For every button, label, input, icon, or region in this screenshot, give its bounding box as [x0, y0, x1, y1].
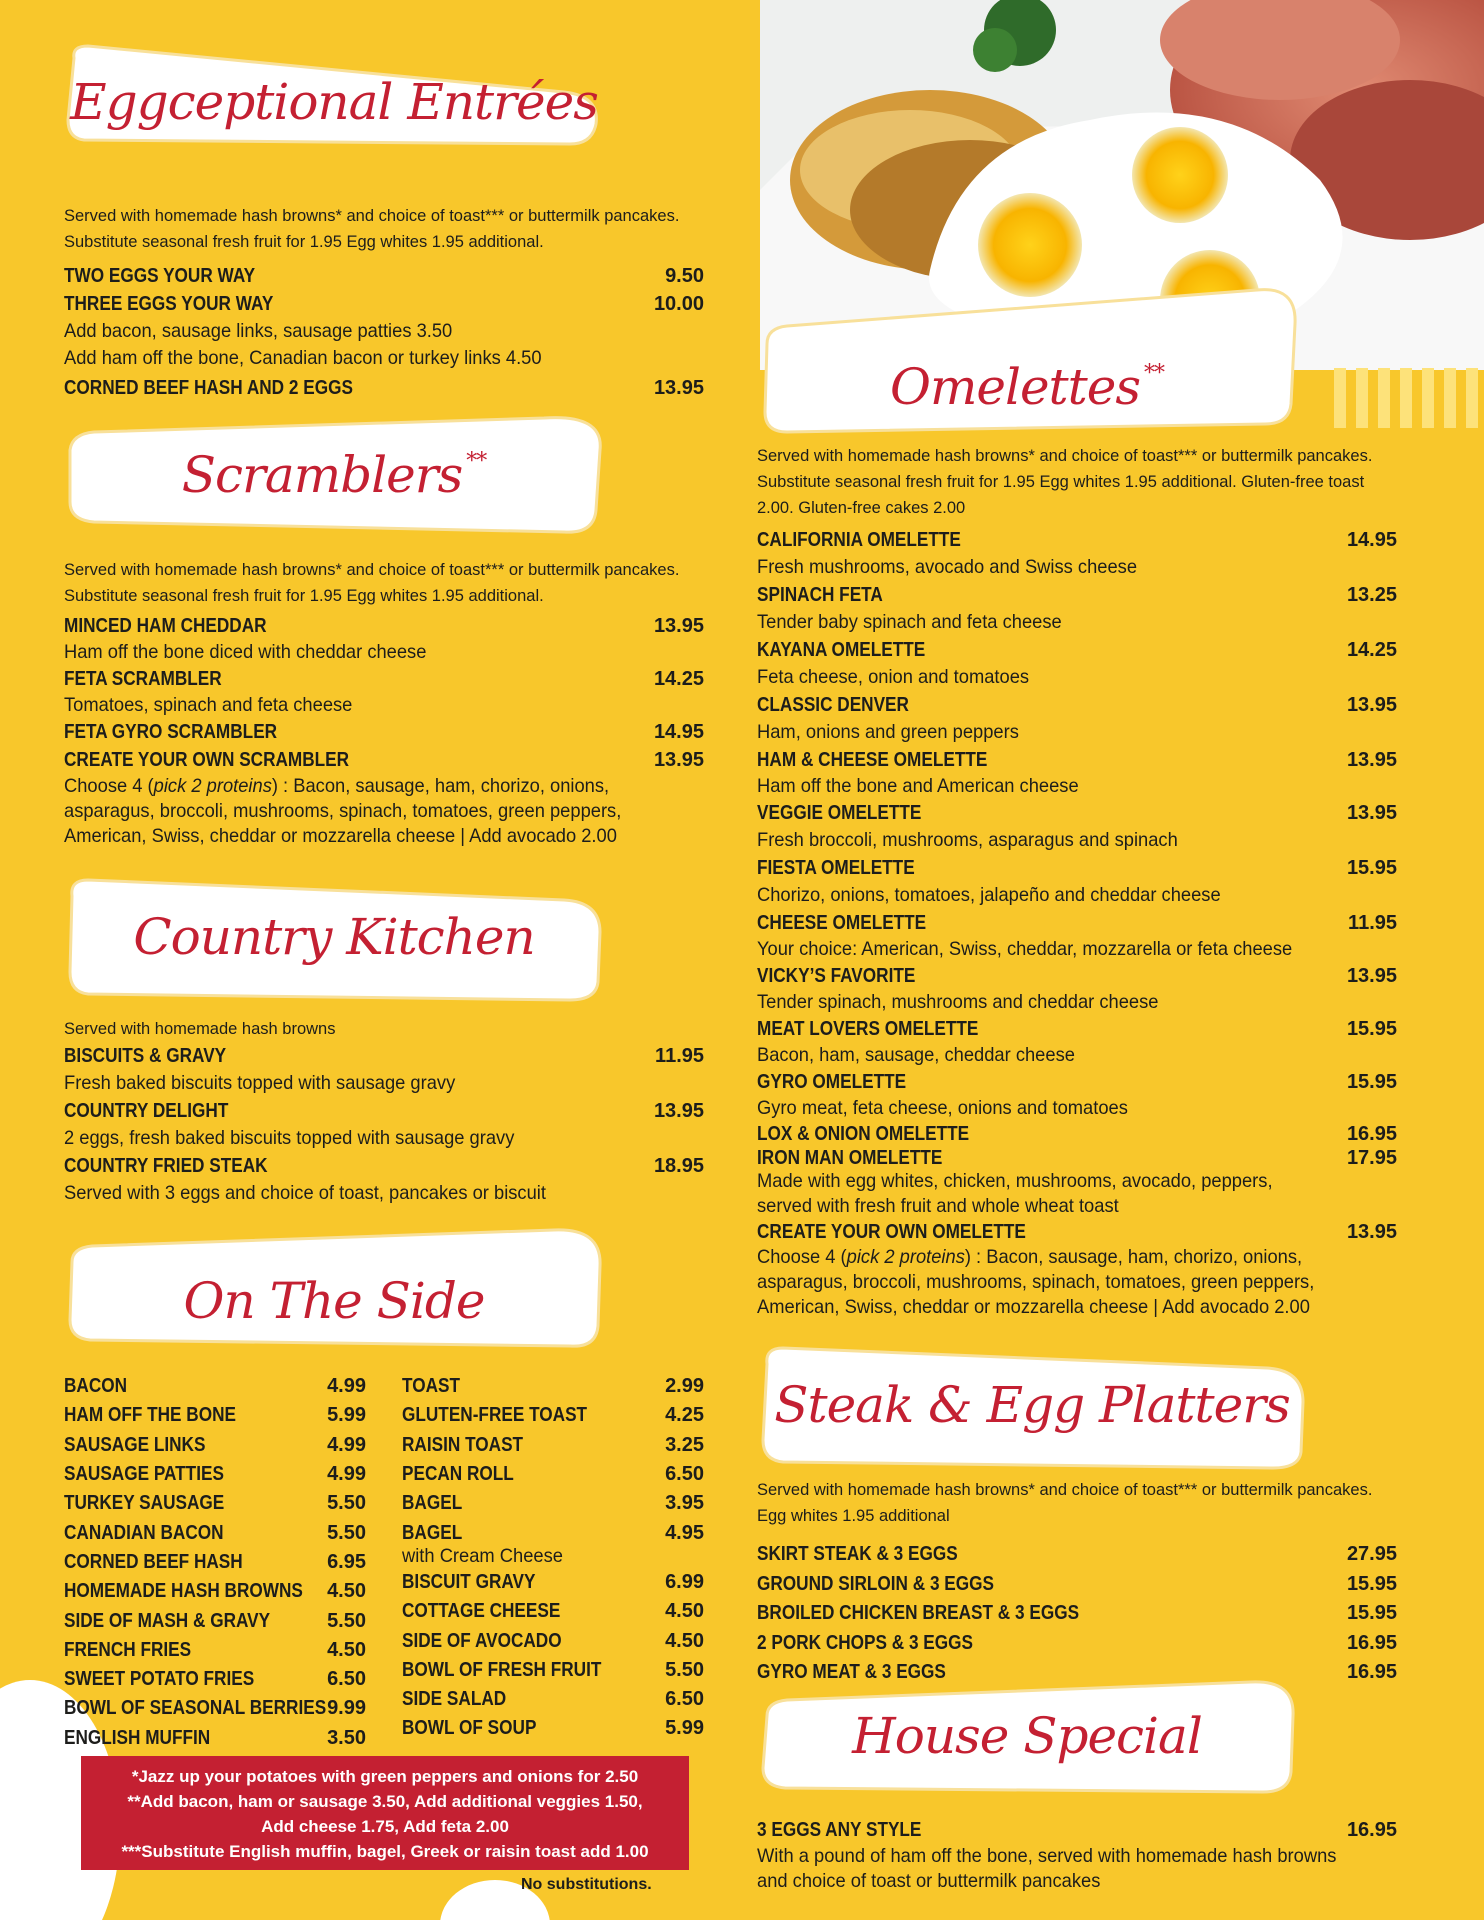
item-name: BOWL OF SOUP — [402, 1717, 537, 1740]
footnote-line: Add cheese 1.75, Add feta 2.00 — [261, 1817, 509, 1836]
item-desc: American, Swiss, cheddar or mozzarella cheese | Add avocado 2.00 — [64, 825, 617, 847]
item-price: 13.95 — [653, 376, 704, 399]
section-title — [64, 410, 604, 548]
no-substitutions-note: No substitutions. — [521, 1876, 652, 1893]
item-price: 14.95 — [1346, 528, 1397, 551]
note-line: Served with homemade hash browns* and choice of toast*** or buttermilk pancakes. — [64, 561, 680, 579]
item-desc: served with fresh fruit and whole wheat toast — [757, 1195, 1119, 1217]
section-title — [757, 284, 1297, 462]
item-price: 6.50 — [327, 1668, 366, 1691]
item-name: SKIRT STEAK & 3 EGGS — [757, 1543, 958, 1566]
menu-item — [64, 1152, 704, 1180]
item-name: SAUSAGE PATTIES — [64, 1463, 224, 1486]
section-title: Steak & Egg Platters — [774, 1376, 1290, 1434]
item-name: SPINACH FETA — [757, 583, 883, 606]
item-price: 3.50 — [327, 1726, 366, 1749]
menu-item — [64, 1724, 366, 1753]
menu-item — [402, 1431, 704, 1460]
item-price: 15.95 — [1346, 1070, 1397, 1093]
item-price: 18.95 — [653, 1154, 704, 1177]
menu-item — [64, 1042, 704, 1070]
menu-item — [402, 1460, 704, 1489]
menu-item — [757, 1219, 1397, 1245]
section-title: House Special — [852, 1707, 1202, 1765]
item-name: TWO EGGS YOUR WAY — [64, 264, 256, 287]
title-mark: ** — [466, 448, 487, 474]
footnote-line: ***Substitute English muffin, bagel, Greek or raisin toast add 1.00 — [121, 1842, 649, 1861]
item-name: CHEESE OMELETTE — [757, 911, 927, 934]
menu-item — [402, 1656, 704, 1685]
menu-item — [757, 636, 1397, 664]
item-name: CREATE YOUR OWN OMELETTE — [757, 1220, 1026, 1243]
menu-item — [757, 1068, 1397, 1096]
item-desc: and choice of toast or buttermilk pancakes — [757, 1870, 1101, 1892]
item-price: 16.95 — [1346, 1122, 1397, 1145]
item-price: 3.25 — [665, 1433, 704, 1456]
menu-item — [64, 1372, 366, 1401]
menu-item — [64, 374, 704, 402]
item-desc: Gyro meat, feta cheese, onions and tomatoes — [757, 1097, 1128, 1119]
menu-item — [402, 1568, 704, 1597]
item-name: COUNTRY FRIED STEAK — [64, 1154, 268, 1177]
item-name: GYRO MEAT & 3 EGGS — [757, 1661, 946, 1684]
item-price: 9.50 — [665, 264, 704, 287]
item-name: SWEET POTATO FRIES — [64, 1668, 255, 1691]
item-price: 13.95 — [1346, 748, 1397, 771]
item-desc: Fresh mushrooms, avocado and Swiss cheese — [757, 556, 1138, 578]
item-addon: Add ham off the bone, Canadian bacon or turkey links 4.50 — [64, 347, 542, 369]
menu-item — [64, 1548, 366, 1577]
item-desc: Ham off the bone diced with cheddar cheese — [64, 641, 427, 663]
menu-item — [64, 1460, 366, 1489]
item-desc: Served with 3 eggs and choice of toast, pancakes or biscuit — [64, 1182, 546, 1204]
item-price: 6.99 — [665, 1570, 704, 1593]
item-name: BISCUIT GRAVY — [402, 1570, 536, 1593]
item-price: 10.00 — [653, 292, 704, 315]
item-price: 4.50 — [665, 1629, 704, 1652]
item-desc: Bacon, ham, sausage, cheddar cheese — [757, 1044, 1075, 1066]
menu-item — [64, 665, 704, 693]
item-price: 13.95 — [1346, 801, 1397, 824]
item-name: KAYANA OMELETTE — [757, 638, 926, 661]
choose-emphasis: pick 2 proteins — [846, 1246, 965, 1268]
item-desc: asparagus, broccoli, mushrooms, spinach, tomatoes, green peppers, — [64, 800, 622, 822]
item-price: 15.95 — [1346, 1572, 1397, 1595]
title-mark: ** — [1144, 360, 1164, 386]
menu-item — [64, 290, 704, 318]
item-price: 13.25 — [1346, 583, 1397, 606]
item-name: BOWL OF FRESH FRUIT — [402, 1658, 602, 1681]
menu-item — [757, 1121, 1397, 1147]
menu-item — [64, 1401, 366, 1430]
item-price: 5.50 — [327, 1521, 366, 1544]
item-name: TURKEY SAUSAGE — [64, 1492, 225, 1515]
item-name: CLASSIC DENVER — [757, 693, 909, 716]
item-price: 13.95 — [1346, 1220, 1397, 1243]
side-list-1 — [64, 1372, 366, 1753]
item-price: 14.25 — [1346, 638, 1397, 661]
note-line: Served with homemade hash browns — [64, 1020, 336, 1038]
menu-item — [64, 262, 704, 290]
choose-text: Choose 4 ( — [64, 775, 154, 797]
item-name: LOX & ONION OMELETTE — [757, 1122, 970, 1145]
section-banner — [757, 1340, 1307, 1470]
item-name: VICKY’S FAVORITE — [757, 964, 916, 987]
item-addon: Add bacon, sausage links, sausage patties 3.50 — [64, 320, 453, 342]
item-name: FIESTA OMELETTE — [757, 856, 915, 879]
item-desc: Ham off the bone and American cheese — [757, 775, 1079, 797]
note-line: Served with homemade hash browns* and choice of toast*** or buttermilk pancakes. — [757, 1481, 1373, 1499]
item-name: CORNED BEEF HASH AND 2 EGGS — [64, 376, 353, 399]
footnote-line: *Jazz up your potatoes with green peppers and onions for 2.50 — [131, 1767, 639, 1786]
item-name: BAGEL — [402, 1521, 463, 1544]
item-name: SIDE SALAD — [402, 1688, 507, 1711]
section-banner — [757, 284, 1297, 434]
item-desc: Feta cheese, onion and tomatoes — [757, 666, 1030, 688]
item-price: 4.99 — [327, 1375, 366, 1398]
item-name: MINCED HAM CHEDDAR — [64, 614, 267, 637]
section-banner — [64, 872, 604, 980]
item-price: 5.50 — [327, 1609, 366, 1632]
item-desc: Ham, onions and green peppers — [757, 721, 1019, 743]
section-banner — [757, 1676, 1297, 1796]
item-price: 6.95 — [327, 1550, 366, 1573]
item-desc: Tender spinach, mushrooms and cheddar cheese — [757, 991, 1159, 1013]
menu-item — [757, 799, 1397, 827]
item-price: 4.99 — [327, 1433, 366, 1456]
decorative-stripes — [1334, 368, 1484, 428]
section-note — [64, 203, 704, 255]
item-name: SIDE OF MASH & GRAVY — [64, 1609, 271, 1632]
footnote-box — [81, 1756, 689, 1870]
item-price: 9.99 — [327, 1697, 366, 1720]
menu-item — [64, 1636, 366, 1665]
menu-item — [757, 691, 1397, 719]
item-name: FETA GYRO SCRAMBLER — [64, 720, 278, 743]
menu-item — [64, 1665, 366, 1694]
item-price: 17.95 — [1346, 1146, 1397, 1169]
section-title-text: Omelettes — [889, 358, 1140, 416]
menu-item — [757, 1629, 1397, 1659]
item-name: BOWL OF SEASONAL BERRIES — [64, 1697, 327, 1720]
section-title: On The Side — [183, 1272, 485, 1330]
item-name: HAM OFF THE BONE — [64, 1404, 236, 1427]
menu-item — [64, 1097, 704, 1125]
item-name: TOAST — [402, 1375, 460, 1398]
item-desc: with Cream Cheese — [402, 1544, 563, 1567]
item-name: FRENCH FRIES — [64, 1638, 192, 1661]
item-name: CANADIAN BACON — [64, 1521, 224, 1544]
item-desc: With a pound of ham off the bone, served with homemade hash browns — [757, 1845, 1337, 1867]
item-list — [757, 1540, 1397, 1688]
item-price: 15.95 — [1346, 856, 1397, 879]
section-banner — [64, 40, 604, 148]
note-line: Substitute seasonal fresh fruit for 1.95 Egg whites 1.95 additional. Gluten-free toast — [757, 473, 1365, 491]
item-name: SAUSAGE LINKS — [64, 1433, 206, 1456]
menu-item — [64, 1431, 366, 1460]
section-note — [64, 1016, 704, 1042]
menu-item — [757, 581, 1397, 609]
item-name: HAM & CHEESE OMELETTE — [757, 748, 988, 771]
menu-item — [757, 1570, 1397, 1600]
note-line: Served with homemade hash browns* and choice of toast*** or buttermilk pancakes. — [64, 207, 680, 225]
item-name: ENGLISH MUFFIN — [64, 1726, 211, 1749]
menu-item — [757, 1816, 1397, 1844]
item-price: 4.99 — [327, 1463, 366, 1486]
item-desc: Fresh baked biscuits topped with sausage gravy — [64, 1072, 456, 1094]
menu-item — [402, 1372, 704, 1401]
section-title-text: Scramblers — [181, 446, 463, 504]
menu-item — [757, 962, 1397, 990]
item-price: 15.95 — [1346, 1602, 1397, 1625]
item-name: MEAT LOVERS OMELETTE — [757, 1017, 979, 1040]
item-price: 27.95 — [1346, 1543, 1397, 1566]
item-name: COUNTRY DELIGHT — [64, 1099, 229, 1122]
section-banner — [64, 1222, 604, 1330]
item-price: 4.50 — [327, 1580, 366, 1603]
note-line: Substitute seasonal fresh fruit for 1.95 Egg whites 1.95 additional. — [64, 233, 544, 251]
item-desc: Chorizo, onions, tomatoes, jalapeño and cheddar cheese — [757, 884, 1221, 906]
item-name: VEGGIE OMELETTE — [757, 801, 922, 824]
item-price: 3.95 — [665, 1492, 704, 1515]
menu-item — [64, 1518, 366, 1547]
item-name: CORNED BEEF HASH — [64, 1550, 243, 1573]
item-desc: Tomatoes, spinach and feta cheese — [64, 694, 353, 716]
item-price: 5.99 — [665, 1717, 704, 1740]
menu-item — [757, 746, 1397, 774]
item-price: 4.95 — [665, 1521, 704, 1544]
menu-item — [402, 1597, 704, 1626]
item-list — [757, 1816, 1397, 1894]
choose-text: ) : Bacon, sausage, ham, chorizo, onions, — [964, 1246, 1303, 1268]
item-name: GLUTEN-FREE TOAST — [402, 1404, 588, 1427]
menu-item — [757, 526, 1397, 554]
item-name: COTTAGE CHEESE — [402, 1600, 561, 1623]
menu-item — [757, 1147, 1397, 1169]
section-note — [757, 443, 1397, 521]
menu-item — [402, 1714, 704, 1743]
item-price: 16.95 — [1346, 1661, 1397, 1684]
item-name: BISCUITS & GRAVY — [64, 1044, 227, 1067]
item-list — [757, 526, 1397, 1320]
item-desc: American, Swiss, cheddar or mozzarella cheese | Add avocado 2.00 — [757, 1296, 1310, 1318]
item-name: THREE EGGS YOUR WAY — [64, 292, 274, 315]
menu-item — [64, 612, 704, 640]
item-list — [64, 262, 704, 402]
choose-text: Choose 4 ( — [757, 1246, 847, 1268]
section-title: Eggceptional Entrées — [70, 73, 598, 131]
item-name: 2 PORK CHOPS & 3 EGGS — [757, 1631, 974, 1654]
item-price: 4.50 — [665, 1600, 704, 1623]
item-desc: 2 eggs, fresh baked biscuits topped with sausage gravy — [64, 1127, 515, 1149]
item-price: 13.95 — [653, 748, 704, 771]
item-price: 5.50 — [327, 1492, 366, 1515]
item-desc: Tender baby spinach and feta cheese — [757, 611, 1062, 633]
item-price: 2.99 — [665, 1375, 704, 1398]
menu-item — [757, 854, 1397, 882]
menu-item — [757, 1015, 1397, 1043]
footnote-line: **Add bacon, ham or sausage 3.50, Add additional veggies 1.50, — [127, 1792, 643, 1811]
menu-item — [402, 1401, 704, 1430]
choose-text: ) : Bacon, sausage, ham, chorizo, onions, — [271, 775, 610, 797]
item-list — [64, 1042, 704, 1207]
side-list-2 — [402, 1372, 704, 1744]
item-list — [64, 612, 704, 849]
item-desc — [64, 774, 666, 799]
item-price: 4.25 — [665, 1404, 704, 1427]
item-price: 5.50 — [665, 1658, 704, 1681]
item-name: BROILED CHICKEN BREAST & 3 EGGS — [757, 1602, 1080, 1625]
menu-item — [757, 1599, 1397, 1629]
item-price: 6.50 — [665, 1688, 704, 1711]
item-price: 16.95 — [1346, 1818, 1397, 1841]
item-name: CALIFORNIA OMELETTE — [757, 528, 961, 551]
menu-item — [64, 746, 704, 774]
item-price: 16.95 — [1346, 1631, 1397, 1654]
menu-item — [757, 1540, 1397, 1570]
choose-emphasis: pick 2 proteins — [153, 775, 272, 797]
menu-item — [64, 1489, 366, 1518]
item-desc: asparagus, broccoli, mushrooms, spinach, tomatoes, green peppers, — [757, 1271, 1315, 1293]
item-name: IRON MAN OMELETTE — [757, 1146, 943, 1169]
item-name: CREATE YOUR OWN SCRAMBLER — [64, 748, 350, 771]
menu-item — [402, 1626, 704, 1655]
item-price: 14.25 — [653, 667, 704, 690]
note-line: Substitute seasonal fresh fruit for 1.95 Egg whites 1.95 additional. — [64, 587, 544, 605]
item-name: BACON — [64, 1375, 128, 1398]
menu-item — [64, 718, 704, 746]
item-name: FETA SCRAMBLER — [64, 667, 222, 690]
item-desc: Made with egg whites, chicken, mushrooms, avocado, peppers, — [757, 1170, 1273, 1192]
note-line: Served with homemade hash browns* and choice of toast*** or buttermilk pancakes. — [757, 447, 1373, 465]
note-line: 2.00. Gluten-free cakes 2.00 — [757, 499, 966, 517]
item-name: BAGEL — [402, 1492, 463, 1515]
item-name: GROUND SIRLOIN & 3 EGGS — [757, 1572, 995, 1595]
item-desc: Fresh broccoli, mushrooms, asparagus and spinach — [757, 829, 1178, 851]
menu-item — [64, 1694, 366, 1723]
item-name: RAISIN TOAST — [402, 1433, 524, 1456]
item-price: 13.95 — [653, 1099, 704, 1122]
item-desc — [757, 1245, 1359, 1270]
section-banner — [64, 410, 604, 518]
section-title: Country Kitchen — [133, 908, 535, 966]
item-price: 14.95 — [653, 720, 704, 743]
menu-item — [402, 1685, 704, 1714]
menu-item — [64, 1577, 366, 1606]
item-name: PECAN ROLL — [402, 1463, 514, 1486]
menu-item — [64, 1606, 366, 1635]
item-price: 6.50 — [665, 1463, 704, 1486]
menu-item — [402, 1489, 704, 1518]
note-line: Egg whites 1.95 additional — [757, 1507, 950, 1525]
item-name: GYRO OMELETTE — [757, 1070, 907, 1093]
item-name: 3 EGGS ANY STYLE — [757, 1818, 922, 1841]
item-price: 13.95 — [1346, 693, 1397, 716]
section-note — [757, 1477, 1397, 1529]
item-name: HOMEMADE HASH BROWNS — [64, 1580, 303, 1603]
item-price: 13.95 — [653, 614, 704, 637]
section-note — [64, 557, 704, 609]
item-price: 15.95 — [1346, 1017, 1397, 1040]
item-price: 11.95 — [1348, 911, 1397, 934]
item-price: 13.95 — [1346, 964, 1397, 987]
item-price: 4.50 — [327, 1638, 366, 1661]
item-desc: Your choice: American, Swiss, cheddar, mozzarella or feta cheese — [757, 938, 1293, 960]
item-name: SIDE OF AVOCADO — [402, 1629, 562, 1652]
item-price: 5.99 — [327, 1404, 366, 1427]
item-price: 11.95 — [655, 1044, 704, 1067]
menu-item — [757, 909, 1397, 937]
